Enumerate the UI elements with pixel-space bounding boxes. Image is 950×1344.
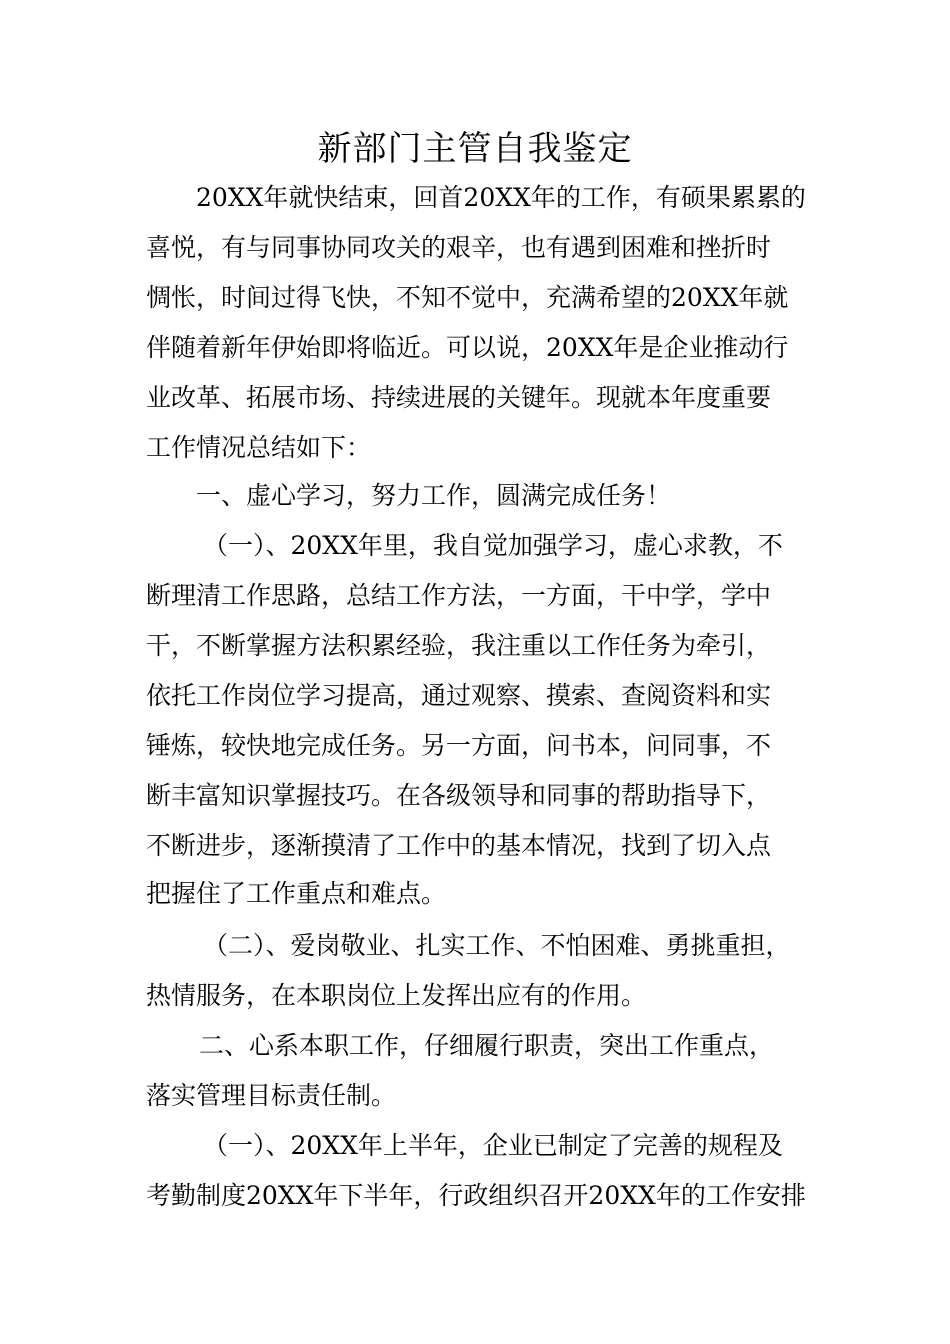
paragraph-line: （一）、20XX年里，我自觉加强学习，虚心求教，不 (203, 531, 783, 560)
paragraph-line: 业改革、拓展市场、持续进展的关键年。现就本年度重要 (146, 383, 772, 412)
paragraph-line: 工作情况总结如下： (146, 433, 372, 462)
section-heading: 落实管理目标责任制。 (146, 1081, 397, 1110)
paragraph-line: 断理清工作思路，总结工作方法，一方面，干中学，学中 (146, 581, 772, 610)
paragraph-line: 喜悦，有与同事协同攻关的艰辛，也有遇到困难和挫折时 (146, 233, 772, 262)
paragraph-line: 把握住了工作重点和难点。 (146, 879, 447, 908)
paragraph-line: 干，不断掌握方法积累经验，我注重以工作任务为牵引， (146, 631, 772, 660)
paragraph-line: 伴随着新年伊始即将临近。可以说，20XX年是企业推动行 (146, 333, 789, 362)
section-heading: 一、虚心学习，努力工作，圆满完成任务！ (196, 481, 672, 510)
paragraph-line: 热情服务，在本职岗位上发挥出应有的作用。 (146, 981, 647, 1010)
document-title: 新部门主管自我鉴定 (317, 129, 633, 169)
section-heading: 二、心系本职工作，仔细履行职责，突出工作重点， (199, 1031, 775, 1060)
paragraph-line: 惆怅，时间过得飞快，不知不觉中，充满希望的20XX年就 (146, 283, 789, 312)
paragraph-line: 不断进步，逐渐摸清了工作中的基本情况，找到了切入点 (146, 831, 772, 860)
paragraph-line: 考勤制度20XX年下半年，行政组织召开20XX年的工作安排 (146, 1181, 806, 1210)
paragraph-line: （二）、爱岗敬业、扎实工作、不怕困难、勇挑重担， (203, 931, 791, 960)
paragraph-line: 锤炼，较快地完成任务。另一方面，问书本，问同事，不 (146, 731, 772, 760)
paragraph-line: 20XX年就快结束，回首20XX年的工作，有硕果累累的 (196, 183, 806, 212)
paragraph-line: 依托工作岗位学习提高，通过观察、摸索、查阅资料和实 (146, 681, 772, 710)
paragraph-line: （一）、20XX年上半年，企业已制定了完善的规程及 (203, 1131, 783, 1160)
paragraph-line: 断丰富知识掌握技巧。在各级领导和同事的帮助指导下， (146, 781, 772, 810)
